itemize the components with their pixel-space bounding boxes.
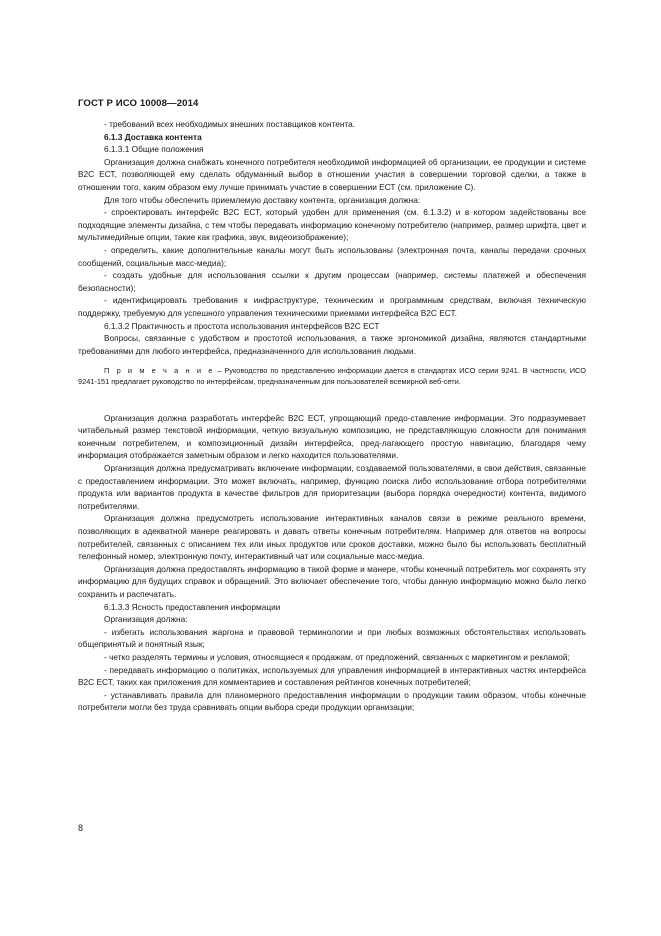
list-item: - избегать использования жаргона и правовой терминологии и при любых возможных обстоятельствах использовать общепринятый и понятный язык; [78,626,586,650]
list-item: - спроектировать интерфейс В2С ЕСТ, который удобен для применения (см. 6.1.3.2) и в котором задействованы все подходящие элементы дизайна, с тем чтобы передавать информацию конечному потребителю (например, размер шрифта, цвет и мультимедийные опции, такие как графика, звук, видеоизображение); [78,207,586,243]
list-item: - передавать информацию о политиках, используемых для управления информацией в интерактивных частях интерфейса В2С ЕСТ, таких как приложения для комментариев и составления рейтингов конечных потребителей; [78,664,586,688]
paragraph: Для того чтобы обеспечить приемлемую доставку контента, организация должна: [104,194,421,205]
subsection-heading: 6.1.3.3 Ясность предоставления информации [104,601,281,612]
paragraph: Организация должна предусмотреть использование интерактивных каналов связи в режиме реального времени, позволяющих в адекватной манере реагировать и давать ответы конечным потребителям. Например для ответов на вопросы потребителей, связанных с описанием тех или иных продуктов или сроков доставки, можно было бы использовать бесплатный телефонный номер, электронную почту, интерактивный чат или социальные масс-медиа. [78,513,586,562]
document-body [78,118,586,714]
paragraph: Организация должна: [104,614,188,625]
note [78,365,586,387]
section-heading: 6.1.3 Доставка контента [104,131,202,142]
list-item: - устанавливать правила для планомерного предоставления информации о продукции таким образом, чтобы конечные потребители могли без труда сравнивать опции выбора среди продукции организации; [78,689,586,713]
paragraph: - требований всех необходимых внешних поставщиков контента. [104,119,356,129]
paragraph: Организация должна разработать интерфейс В2С ЕСТ, упрощающий предо-ставление информации. Это подразумевает читабельный размер текстовой информации, четкую визуальную композицию, не представляющую сложности для понимания конечным потребителем, и композиционный дизайн интерфейса, пред-лагающего простую навигацию, благодаря чему информация отображается заметным образом и легко находится пользователями. [78,412,586,461]
paragraph: Организация должна снабжать конечного потребителя необходимой информацией об организации, ее продукции и системе В2С ЕСТ, позволяющей ему сделать обдуманный выбор в отношении участия в совершении торговой сделки, а также в отношении того, каким образом ему лучше принимать участие в совершении ЕСТ (см. приложение С). [78,156,586,192]
list-item: - определить, какие дополнительные каналы могут быть использованы (электронная почта, каналы передачи срочных сообщений, социальные масс-медиа); [78,244,586,268]
subsection-heading: 6.1.3.1 Общие положения [104,144,204,155]
page-number: 8 [78,823,84,833]
note-label: П р и м е ч а н и е [104,366,215,376]
list-item: - четко разделять термины и условия, относящиеся к продажам, от предложений, связанных с маркетингом и рекламой; [104,651,570,662]
paragraph: Организация должна предусматривать включение информации, создаваемой пользователями, в свои действия, связанные с предоставлением информации. Это может включать, например, функцию поиска либо использование отбора потребителями продукта или вариантов продукта в качестве фильтров для приоритезации (выбора порядка очередности) контента, видимого потребителями. [78,463,586,511]
note-text: – Руководство по представлению информации дается в стандартах ИСО серии 9241. В частности, ИСО 9241-151 предлагает руководство по интерфейсам, предназначенным для пользователей всемирной веб-сети. [78,366,586,387]
document-header: ГОСТ Р ИСО 10008—2014 [78,98,199,109]
paragraph: Организация должна предоставлять информацию в такой форме и манере, чтобы конечный потребитель мог сохранять эту информацию для будущих справок и обращений. Это включает обеспечение того, чтобы данную информацию можно было легко сохранить и распечатать. [78,563,586,599]
paragraph: Вопросы, связанные с удобством и простотой использования, а также эргономикой дизайна, являются стандартными требованиями для любого интерфейса, предназначенного для использования людьми. [78,333,586,356]
subsection-heading: 6.1.3.2 Практичность и простота использования интерфейсов В2С ЕСТ [104,320,380,331]
list-item: - идентифицировать требования к инфраструктуре, техническим и программным средствам, включая техническую поддержку, требуемую для успешного управления техническими приемами интерфейса В2С ЕСТ. [78,295,586,318]
list-item: - создать удобные для использования ссылки к другим процессам (например, системы платежей и обеспечения безопасности); [78,270,586,293]
